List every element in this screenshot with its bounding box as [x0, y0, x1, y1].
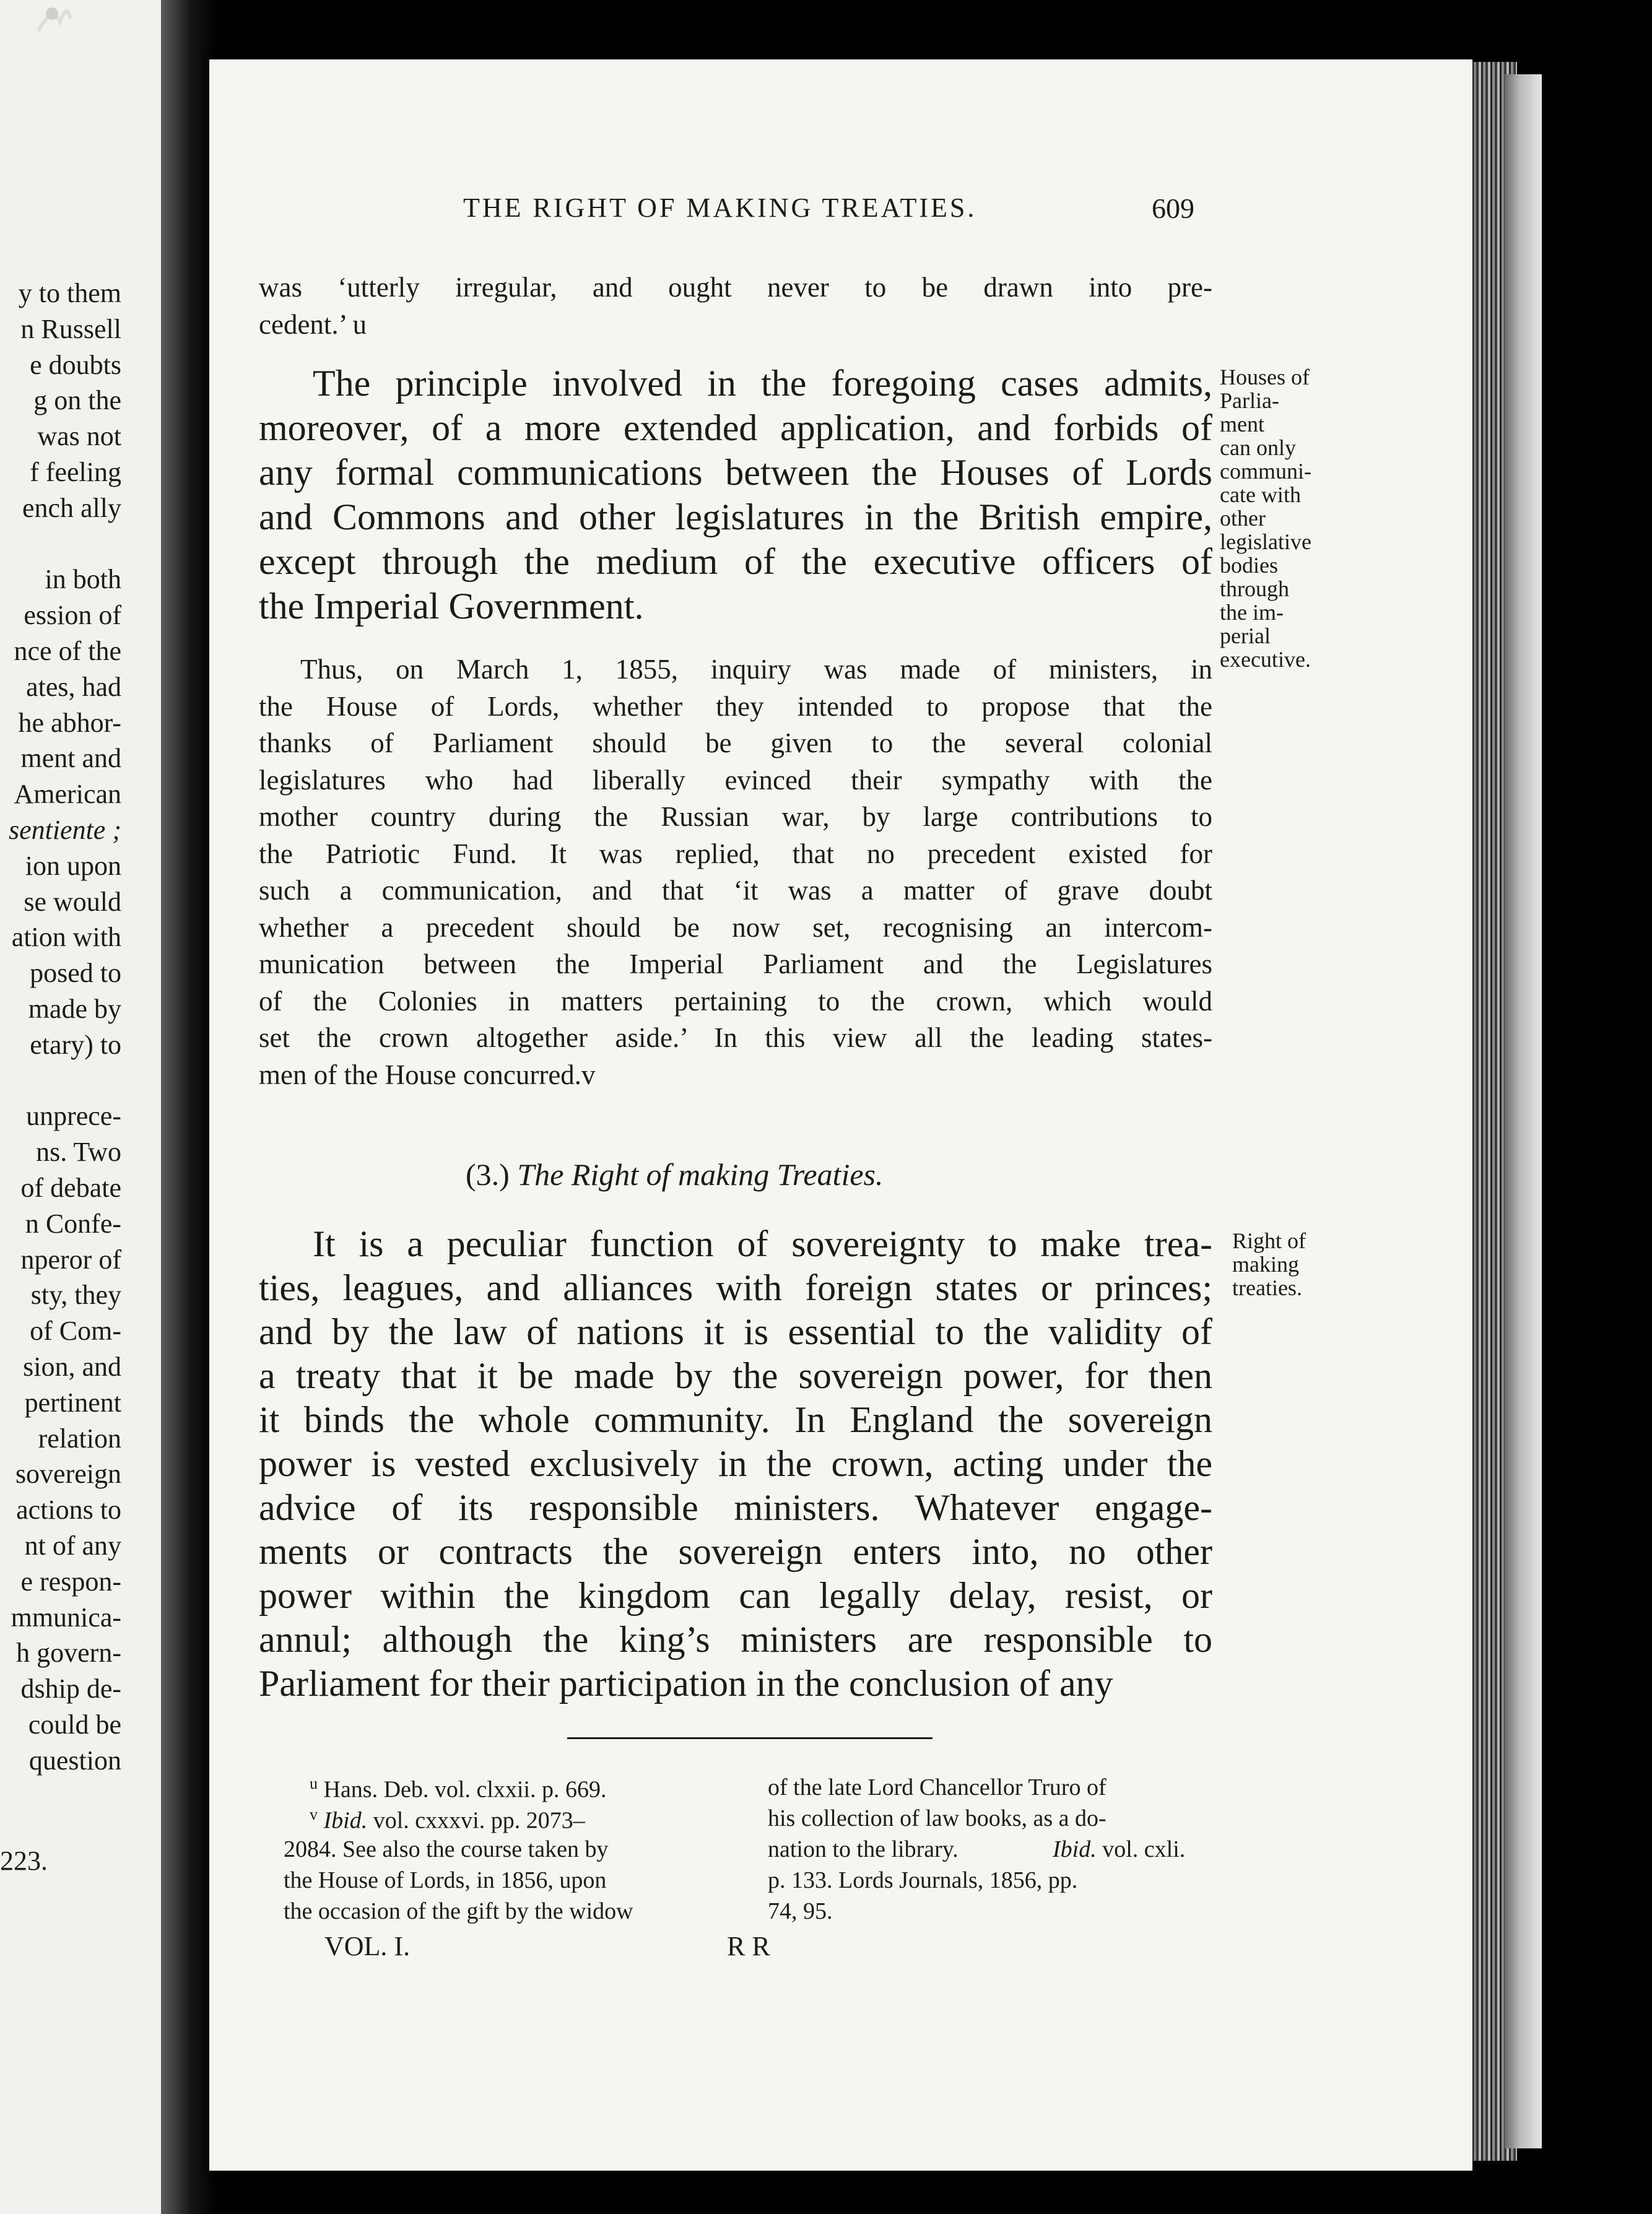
footnote-text: vol. cxli. — [1102, 1836, 1186, 1862]
left-page-line: y to them — [18, 278, 121, 308]
margin-note-houses: bodies — [1220, 553, 1278, 578]
para2-line: Thus, on March 1, 1855, inquiry was made of ministers, in — [300, 654, 1212, 685]
footnote-ibid: Ibid. — [1053, 1836, 1097, 1862]
left-page-line: of Com- — [30, 1316, 121, 1347]
left-page-line: unprece- — [26, 1101, 121, 1132]
signature-mark: R R — [727, 1931, 770, 1961]
continuation-line: was ‘utterly irregular, and ought never to be drawn into pre- — [259, 272, 1212, 303]
section-number: (3.) — [466, 1157, 510, 1192]
left-page-line: mmunica- — [11, 1602, 121, 1633]
margin-note-houses: legislative — [1220, 529, 1311, 554]
para1-line: The principle involved in the foregoing cases admits, — [313, 363, 1212, 404]
left-page-line: g on the — [33, 385, 121, 416]
footnote-line — [768, 1899, 833, 1923]
left-page-line: actions to — [16, 1495, 121, 1526]
left-page-line: pertinent — [24, 1387, 121, 1418]
margin-note-houses: the im- — [1220, 600, 1284, 625]
para1-line: any formal communications between the Houses of Lords — [259, 452, 1212, 493]
margin-note-houses: perial — [1220, 623, 1271, 648]
para3-line: a treaty that it be made by the sovereign power, for then — [259, 1355, 1212, 1396]
para2-line: mother country during the Russian war, by large contributions to — [259, 801, 1212, 832]
para3-line: It is a peculiar function of sovereignty to make trea- — [313, 1223, 1212, 1264]
footnote-mark: u — [310, 1774, 318, 1792]
left-page-line: ment and — [20, 743, 121, 774]
para2-line: men of the House concurred.v — [259, 1059, 596, 1090]
left-facing-page — [0, 0, 175, 2214]
para2-line: whether a precedent should be now set, recognising an intercom- — [259, 911, 1212, 943]
left-page-line: posed to — [30, 958, 121, 989]
left-page-line: ates, had — [26, 671, 121, 702]
para2-line: of the Colonies in matters pertaining to the crown, which would — [259, 985, 1212, 1017]
left-page-line: of debate — [20, 1173, 121, 1203]
page-stack-edge-shade — [1505, 74, 1542, 2148]
footnote-line — [284, 1869, 606, 1892]
left-page-line: ation with — [11, 922, 121, 953]
footnote-text: 74, 95. — [768, 1898, 833, 1924]
footnote-line — [768, 1776, 1106, 1799]
para3-line: ties, leagues, and alliances with foreign states or princes; — [259, 1267, 1212, 1308]
para2-line: munication between the Imperial Parliament and the Legislatures — [259, 949, 1212, 979]
footnote-text: nation to the library. — [768, 1836, 959, 1862]
para3-line: power within the kingdom can legally delay, resist, or — [259, 1575, 1212, 1616]
margin-note-houses: other — [1220, 506, 1266, 531]
left-page-line: etary) to — [30, 1029, 121, 1060]
page-corner-mark — [32, 0, 76, 37]
para2-line: the House of Lords, whether they intended to propose that the — [259, 690, 1212, 722]
para2-line: set the crown altogether aside.’ In this view all the leading states- — [259, 1022, 1212, 1053]
margin-note-houses: can only — [1220, 435, 1296, 460]
margin-note-houses: Houses of — [1220, 365, 1310, 389]
margin-note-treaties: treaties. — [1232, 1275, 1302, 1300]
running-header: THE RIGHT OF MAKING TREATIES. — [463, 193, 977, 223]
para3-line: annul; although the king’s ministers are responsible to — [259, 1619, 1212, 1660]
page-number: 609 — [1152, 193, 1194, 224]
left-page-line: made by — [28, 994, 121, 1024]
footnote-line — [284, 1838, 608, 1861]
left-page-line: could be — [28, 1709, 121, 1740]
left-page-line: sentiente ; — [8, 815, 121, 845]
para1-line: moreover, of a more extended application, and forbids of — [259, 407, 1212, 448]
footnote-rule — [567, 1737, 933, 1739]
left-page-line: sty, they — [30, 1280, 121, 1311]
para3-line: ments or contracts the sovereign enters into, no other — [259, 1531, 1212, 1572]
left-page-line: he abhor- — [18, 707, 121, 738]
section-title: The Right of making Treaties. — [517, 1157, 884, 1192]
footnote-text: the House of Lords, in 1856, upon — [284, 1867, 607, 1893]
book-gutter — [161, 0, 217, 2214]
para2-line: thanks of Parliament should be given to the several colonial — [259, 727, 1212, 758]
left-page-line: f feeling — [30, 457, 121, 487]
left-page-line: e doubts — [30, 349, 121, 380]
left-page-line: dship de- — [20, 1674, 121, 1704]
left-page-line: se would — [24, 886, 121, 917]
margin-note-houses: executive. — [1220, 647, 1311, 672]
para3-line: Parliament for their participation in the conclusion of any — [259, 1663, 1113, 1704]
left-page-line: question — [28, 1745, 121, 1776]
left-page-line: ns. Two — [36, 1137, 121, 1168]
footnote-line — [768, 1807, 1106, 1830]
left-page-number: 223. — [0, 1846, 48, 1876]
left-page-line: ench ally — [22, 492, 121, 523]
footnote-ibid: Ibid. — [323, 1807, 368, 1834]
footnote-mark: v — [310, 1805, 318, 1823]
left-page-line: American — [14, 779, 121, 810]
footnote-line — [310, 1776, 607, 1802]
footnote-text: Hans. Deb. vol. clxxii. p. 669. — [323, 1776, 607, 1803]
left-page-line: ession of — [24, 600, 121, 631]
footnote-line — [768, 1869, 1077, 1892]
para1-line: except through the medium of the executive officers of — [259, 541, 1212, 582]
margin-note-houses: Parlia- — [1220, 388, 1279, 413]
margin-note-houses: cate with — [1220, 482, 1301, 507]
margin-note-houses: ment — [1220, 412, 1264, 436]
footnote-line — [310, 1807, 585, 1833]
section-heading — [466, 1157, 884, 1192]
left-page-line: sovereign — [15, 1459, 121, 1490]
footnote-text: vol. cxxxvi. pp. 2073– — [373, 1807, 585, 1834]
footnote-text: the occasion of the gift by the widow — [284, 1898, 633, 1924]
left-page-line: was not — [37, 421, 121, 452]
footnote-line — [1053, 1838, 1185, 1861]
footnote-text: 2084. See also the course taken by — [284, 1836, 609, 1862]
para2-line: legislatures who had liberally evinced their sympathy with the — [259, 764, 1212, 796]
continuation-line: cedent.’ u — [259, 309, 367, 340]
para2-line: the Patriotic Fund. It was replied, that no precedent existed for — [259, 838, 1212, 869]
left-page-line: n Confe- — [25, 1208, 121, 1239]
left-page-line: e respon- — [20, 1566, 121, 1597]
margin-note-treaties: Right of — [1232, 1228, 1306, 1253]
para1-line: the Imperial Government. — [259, 586, 644, 627]
footnote-text: of the late Lord Chancellor Truro of — [768, 1774, 1106, 1800]
left-page-line: ion upon — [25, 850, 121, 881]
left-page-line: n Russell — [20, 313, 121, 344]
margin-note-treaties: making — [1232, 1252, 1299, 1277]
left-page-line: nperor of — [20, 1244, 121, 1275]
para3-line: power is vested exclusively in the crown, acting under the — [259, 1443, 1212, 1484]
footnote-line — [284, 1899, 633, 1923]
left-page-line: in both — [45, 564, 121, 595]
left-page-line: nce of the — [14, 636, 121, 666]
volume-signature: VOL. I. — [324, 1931, 411, 1961]
para3-line: it binds the whole community. In England the sovereign — [259, 1399, 1212, 1440]
para3-line: and by the law of nations it is essential to the validity of — [259, 1311, 1212, 1352]
footnote-line — [768, 1838, 959, 1861]
left-page-line: sion, and — [23, 1352, 121, 1382]
margin-note-houses: communi- — [1220, 459, 1311, 484]
margin-note-houses: through — [1220, 576, 1289, 601]
footnote-text: his collection of law books, as a do- — [768, 1805, 1106, 1831]
para1-line: and Commons and other legislatures in the British empire, — [259, 497, 1212, 537]
left-page-line: nt of any — [24, 1530, 121, 1561]
footnote-text: p. 133. Lords Journals, 1856, pp. — [768, 1867, 1078, 1893]
left-page-line: h govern- — [16, 1638, 121, 1669]
para3-line: advice of its responsible ministers. Whatever engage- — [259, 1487, 1212, 1528]
para2-line: such a communication, and that ‘it was a matter of grave doubt — [259, 875, 1212, 906]
left-page-line: relation — [38, 1423, 121, 1454]
